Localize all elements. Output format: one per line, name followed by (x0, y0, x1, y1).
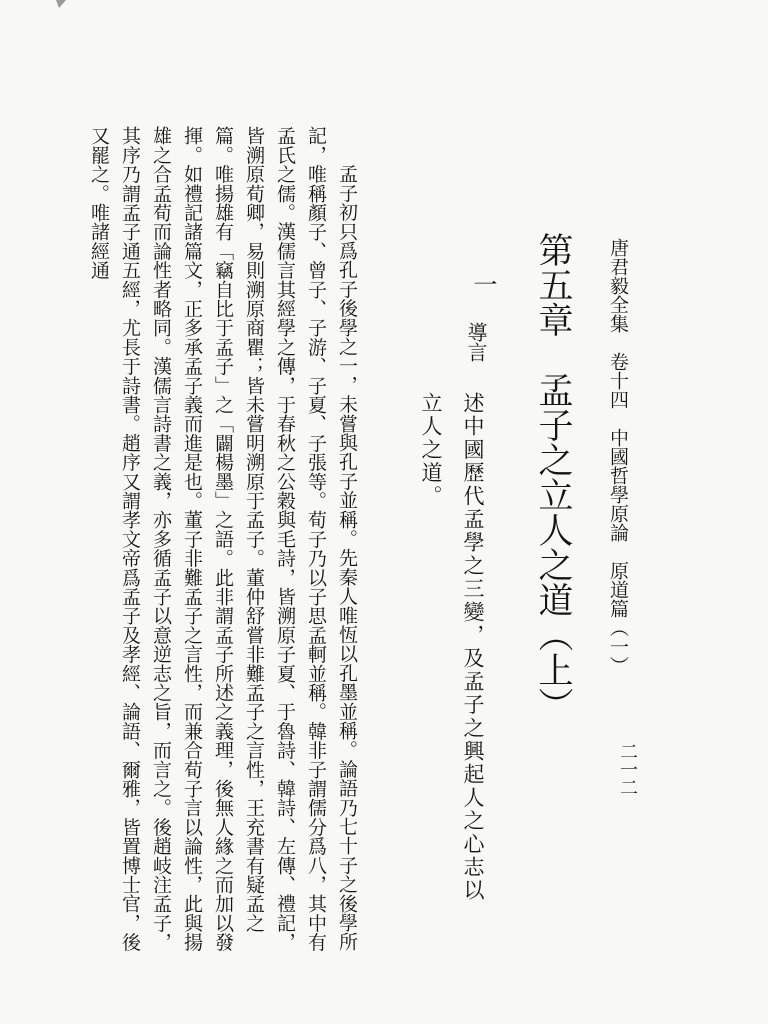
chapter-title: 第五章 孟子之立人之道（上） (533, 232, 573, 722)
section-number: 一 (469, 272, 497, 296)
page-number: 二一二 (617, 742, 638, 796)
body-text (88, 126, 362, 962)
body-paragraph: 孟子初只爲孔子後學之一，未嘗與孔子並稱。先秦人唯恆以孔墨並稱。論語乃七十子之後學所記，唯稱顏子、曾子、子游、子夏、子張等。荀子乃以子思孟軻並稱。韓非子謂儒分爲八，其中有孟氏之儒。漢儒言其經學之傳，于春秋之公穀與毛詩，皆溯原子夏、于魯詩、韓詩、左傳、禮記，皆溯原荀卿，易則溯原商瞿；皆未嘗明溯原于孟子。董仲舒嘗非難孟子之言性，王充書有疑孟之篇。唯揚雄有「竊自比于孟子」之「闢楊墨」之語。此非謂孟子所述之義理，後無人緣之而加以發揮。如禮記諸篇文，正多承孟子義而進是也。董子非難孟子之言性，而兼合荀子言以論性，此與揚雄之合孟荀而論性者略同。漢儒言詩書之義，亦多循孟子以意逆志之旨，而言之。後趙岐注孟子，其序乃謂孟子通五經，尤長于詩書。趙序又謂孝文帝爲孟子及孝經、論語、爾雅，皆置博士官，後又罷之。唯諸經通 (88, 126, 358, 952)
section-intro-label: 導言 (464, 322, 488, 362)
scan-corner-mark (56, 0, 66, 8)
section-subtitle: 述中國歷代孟學之三變，及孟子之興起人之心志以立人之道。 (419, 392, 485, 903)
running-header: 唐君毅全集 卷十四 中國哲學原論 原道篇（一） (607, 238, 629, 675)
